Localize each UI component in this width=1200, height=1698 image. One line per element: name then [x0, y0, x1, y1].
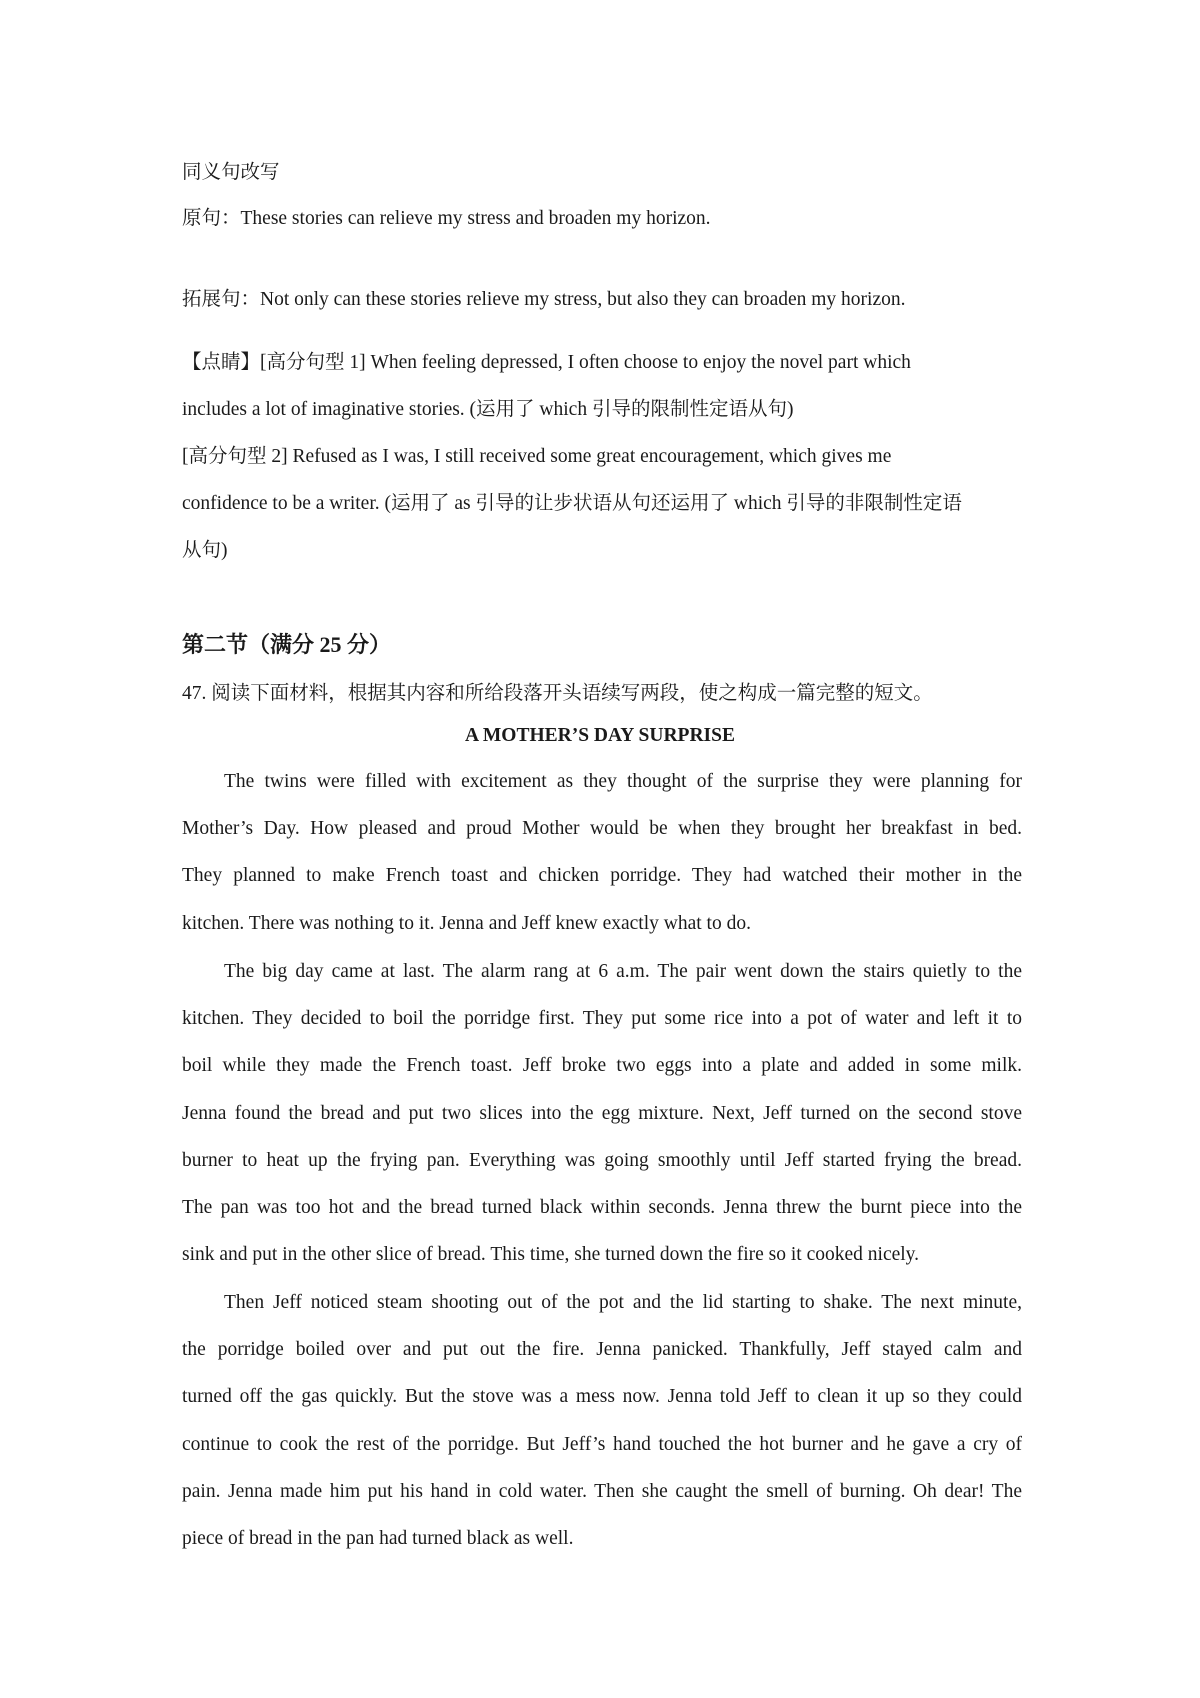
question-prompt: 47. 阅读下面材料，根据其内容和所给段落开头语续写两段，使之构成一篇完整的短文。 [182, 683, 933, 704]
original-sentence: 原句：These stories can relieve my stress and broaden my horizon. [182, 208, 711, 229]
story-p2-line-1: The big day came at last. The alarm rang at 6 a.m. The pair went down the stairs quietly to the [224, 961, 1022, 982]
story-p1-line-1: The twins were filled with excitement as they thought of the surprise they were planning for [224, 771, 1022, 792]
story-p1-line-4: kitchen. There was nothing to it. Jenna and Jeff knew exactly what to do. [182, 913, 751, 934]
highlight-line-2: includes a lot of imaginative stories. (运用了 which 引导的限制性定语从句) [182, 399, 794, 420]
story-p2-line-5: burner to heat up the frying pan. Everything was going smoothly until Jeff started frying the bread. [182, 1150, 1022, 1171]
highlight-line-3: [高分句型 2] Refused as I was, I still received some great encouragement, which gives me [182, 446, 892, 467]
story-p3-line-3: turned off the gas quickly. But the stove was a mess now. Jenna told Jeff to clean it up so they could [182, 1386, 1022, 1407]
story-p2-line-7: sink and put in the other slice of bread. This time, she turned down the fire so it cooked nicely. [182, 1244, 920, 1265]
story-p2-line-3: boil while they made the French toast. Jeff broke two eggs into a plate and added in some milk. [182, 1055, 1022, 1076]
story-title: A MOTHER’S DAY SURPRISE [465, 725, 735, 746]
story-p3-line-5: pain. Jenna made him put his hand in cold water. Then she caught the smell of burning. Oh dear! The [182, 1481, 1022, 1502]
highlight-line-1: 【点睛】[高分句型 1] When feeling depressed, I often choose to enjoy the novel part which [182, 352, 911, 373]
section-heading: 第二节（满分 25 分） [182, 632, 392, 657]
story-p1-line-2: Mother’s Day. How pleased and proud Mother would be when they brought her breakfast in bed. [182, 818, 1022, 839]
highlight-line-5: 从句) [182, 540, 228, 561]
story-p2-line-4: Jenna found the bread and put two slices into the egg mixture. Next, Jeff turned on the second stove [182, 1103, 1022, 1124]
story-p3-line-4: continue to cook the rest of the porridge. But Jeff’s hand touched the hot burner and he gave a cry of [182, 1434, 1022, 1455]
highlight-line-4: confidence to be a writer. (运用了 as 引导的让步状语从句还运用了 which 引导的非限制性定语 [182, 493, 962, 514]
story-p3-line-6: piece of bread in the pan had turned black as well. [182, 1528, 574, 1549]
story-p2-line-6: The pan was too hot and the bread turned black within seconds. Jenna threw the burnt piece into the [182, 1197, 1022, 1218]
story-p2-line-2: kitchen. They decided to boil the porridge first. They put some rice into a pot of water and left it to [182, 1008, 1022, 1029]
expanded-sentence: 拓展句：Not only can these stories relieve my stress, but also they can broaden my horizon. [182, 289, 906, 310]
rewrite-heading: 同义句改写 [182, 162, 280, 183]
story-p3-line-2: the porridge boiled over and put out the fire. Jenna panicked. Thankfully, Jeff stayed calm and [182, 1339, 1022, 1360]
story-p3-line-1: Then Jeff noticed steam shooting out of the pot and the lid starting to shake. The next minute, [224, 1292, 1022, 1313]
story-p1-line-3: They planned to make French toast and chicken porridge. They had watched their mother in the [182, 865, 1022, 886]
